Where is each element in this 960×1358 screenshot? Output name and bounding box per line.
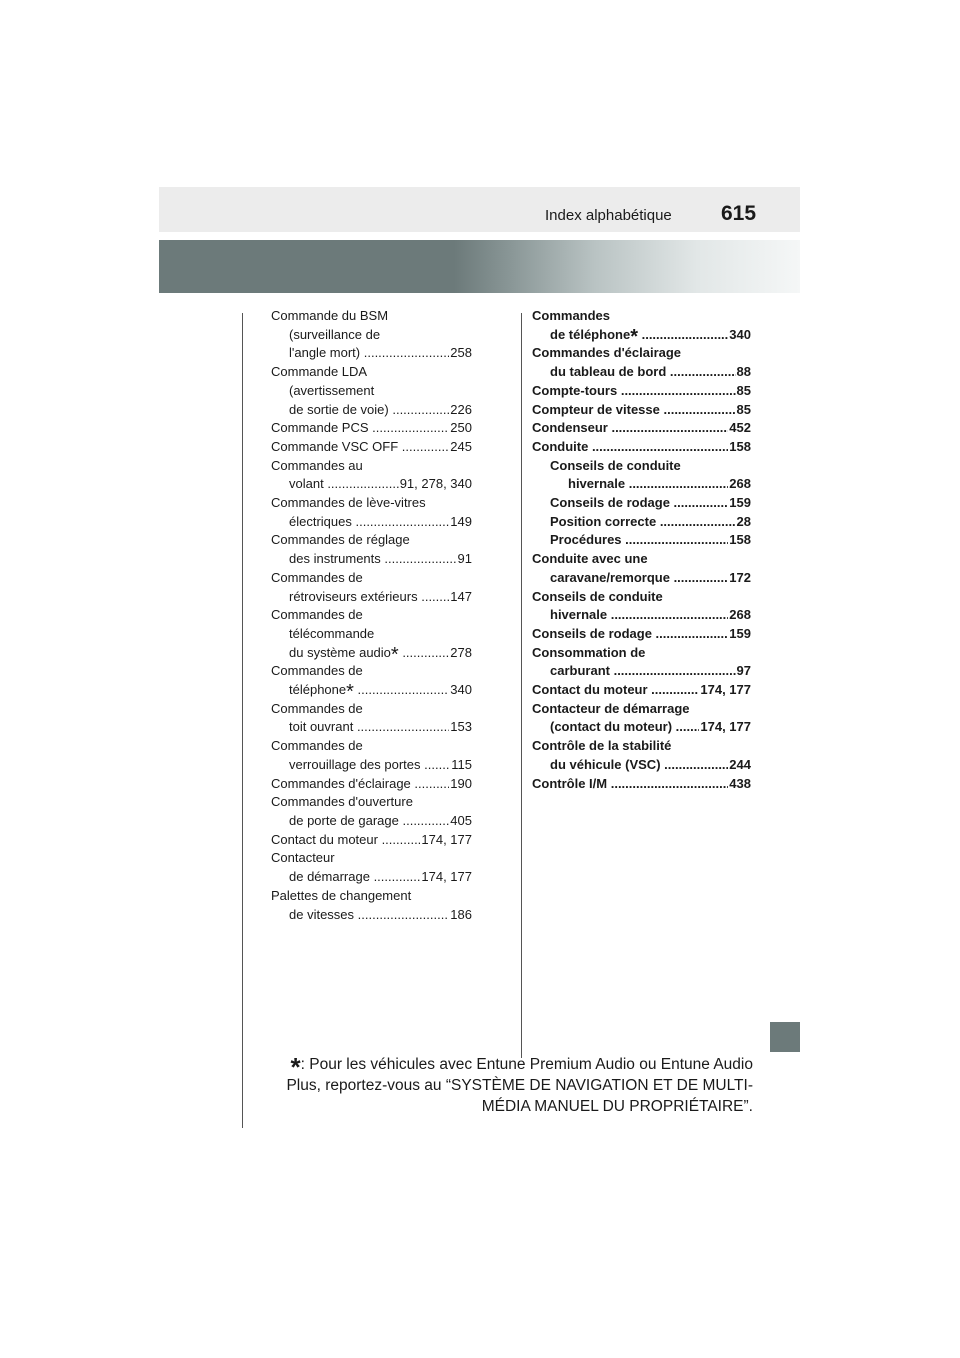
index-entry — [271, 793, 472, 830]
entry-label: verrouillage des portes — [289, 756, 421, 772]
entry-text — [271, 849, 472, 868]
index-entry — [532, 588, 751, 625]
entry-line — [532, 644, 751, 663]
entry-line — [271, 887, 472, 906]
page-reference: 340 — [729, 326, 751, 342]
entry-line — [550, 457, 751, 476]
entry-label: Commande LDA — [271, 364, 368, 380]
index-entry — [532, 419, 751, 438]
entry-label: Commandes de — [271, 700, 363, 716]
entry-label: hivernale — [550, 607, 608, 623]
page-reference: 174, 177 — [421, 831, 472, 847]
entry-label: hivernale — [568, 476, 626, 492]
index-entry — [532, 401, 751, 420]
entry-text — [532, 625, 728, 644]
entry-line — [532, 550, 751, 569]
entry-label: Consommation de — [532, 644, 646, 660]
entry-label: caravane/remorque — [550, 569, 670, 585]
page-reference: 153 — [450, 719, 472, 735]
entry-label: (contact du moteur) — [550, 719, 673, 735]
entry-line — [271, 475, 472, 494]
entry-label: Contacteur — [271, 850, 335, 866]
index-entry — [271, 531, 472, 568]
entry-line — [271, 793, 472, 812]
entry-label: Commandes de — [271, 607, 363, 623]
entry-label: télécommande — [289, 625, 375, 641]
index-entry — [271, 363, 472, 419]
entry-label: Commandes au — [271, 457, 363, 473]
entry-label: du système audio — [289, 644, 391, 660]
entry-line — [271, 812, 472, 831]
entry-label: Contrôle I/M — [532, 775, 608, 791]
thumb-index-tab — [770, 1022, 800, 1052]
entry-line — [271, 625, 472, 644]
entry-text — [550, 494, 728, 513]
entry-label: de porte de garage — [289, 812, 399, 828]
entry-text — [550, 606, 728, 625]
entry-text — [271, 737, 472, 756]
entry-text — [289, 681, 449, 700]
entry-text — [550, 531, 728, 550]
entry-label: Contacteur de démarrage — [532, 700, 690, 716]
index-entry — [532, 307, 751, 344]
entry-text — [532, 307, 751, 326]
index-entry — [532, 775, 751, 794]
page-reference: 268 — [729, 476, 751, 492]
entry-text — [289, 513, 449, 532]
entry-line — [271, 756, 472, 775]
entry-label: Commande du BSM — [271, 308, 389, 323]
header-bar — [159, 187, 800, 232]
entry-label: Commandes de — [271, 738, 363, 754]
entry-label: Commande PCS — [271, 420, 369, 436]
entry-line — [532, 606, 751, 625]
entry-line — [271, 344, 472, 363]
index-entry — [271, 737, 472, 774]
entry-text — [550, 662, 736, 681]
footnote-asterisk: * — [290, 1052, 301, 1082]
entry-text — [289, 625, 472, 644]
index-entry — [271, 569, 472, 606]
entry-line — [271, 906, 472, 925]
entry-label: (avertissement — [289, 382, 375, 398]
entry-text — [532, 401, 736, 420]
entry-line — [532, 419, 751, 438]
entry-line — [532, 326, 751, 345]
entry-text — [532, 700, 751, 719]
entry-line — [271, 457, 472, 476]
entry-text — [289, 812, 449, 831]
decorative-band — [159, 240, 800, 293]
entry-text — [289, 401, 449, 420]
entry-text — [289, 326, 472, 345]
entry-text — [532, 775, 728, 794]
page-reference: 452 — [729, 420, 751, 436]
entry-label: de démarrage — [289, 869, 370, 885]
entry-line — [532, 344, 751, 363]
entry-label: de vitesses — [289, 906, 355, 922]
page-reference: 97 — [736, 663, 751, 679]
entry-text — [271, 887, 472, 906]
entry-line — [271, 382, 472, 401]
entry-label: Commandes — [532, 308, 611, 323]
entry-line — [271, 326, 472, 345]
index-entry — [532, 644, 751, 681]
entry-label: du tableau de bord — [550, 364, 667, 380]
index-entry — [532, 344, 751, 381]
entry-line — [550, 513, 751, 532]
page-reference: 115 — [451, 756, 472, 772]
page-reference: 88 — [736, 364, 751, 380]
entry-label: de sortie de voie) — [289, 401, 389, 417]
page-reference: 28 — [736, 513, 751, 529]
entry-text — [289, 644, 449, 663]
index-entry — [532, 700, 751, 737]
page-reference: 174, 177 — [700, 719, 751, 735]
entry-line — [550, 531, 751, 550]
page-reference: 186 — [450, 906, 472, 922]
entry-line — [271, 700, 472, 719]
page-reference: 340 — [450, 682, 472, 698]
entry-line — [532, 718, 751, 737]
section-title: Index alphabétique — [545, 207, 672, 224]
index-entry — [271, 494, 472, 531]
entry-label: volant — [289, 476, 324, 492]
page-reference: 174, 177 — [421, 869, 472, 885]
entry-line — [532, 625, 751, 644]
index-entry — [271, 606, 472, 662]
entry-line — [271, 550, 472, 569]
entry-label: Commandes de — [271, 663, 363, 679]
page-number: 615 — [721, 202, 757, 225]
entry-text — [271, 775, 449, 794]
entry-text — [532, 588, 751, 607]
entry-line — [532, 569, 751, 588]
entry-text — [271, 363, 472, 382]
entry-text — [289, 382, 472, 401]
page-reference: 244 — [729, 756, 751, 772]
index-entry — [271, 700, 472, 737]
page-reference: 158 — [729, 438, 751, 454]
entry-text — [271, 831, 420, 850]
entry-line — [271, 401, 472, 420]
page-reference: 159 — [729, 625, 751, 641]
entry-text — [568, 475, 728, 494]
page-reference: 159 — [729, 495, 751, 511]
entry-line — [532, 363, 751, 382]
index-entry — [271, 887, 472, 924]
index-entry — [532, 438, 751, 457]
entry-label: électriques — [289, 513, 352, 529]
entry-line — [532, 401, 751, 420]
page-reference: 172 — [729, 569, 751, 585]
entry-label: Conseils de rodage — [532, 625, 652, 641]
page-reference: 250 — [450, 420, 472, 436]
page-reference: 147 — [450, 588, 472, 604]
page-reference: 190 — [450, 775, 472, 791]
index-entry — [271, 438, 472, 457]
entry-line — [271, 419, 472, 438]
entry-label: Compte-tours — [532, 382, 618, 398]
entry-line — [271, 737, 472, 756]
entry-label: Commandes d'ouverture — [271, 794, 413, 810]
entry-label: Compteur de vitesse — [532, 401, 660, 417]
entry-text — [271, 700, 472, 719]
entry-text — [289, 868, 420, 887]
entry-text — [271, 494, 472, 513]
page-reference: 258 — [450, 345, 472, 361]
page-reference: 174, 177 — [700, 682, 751, 698]
entry-line — [271, 569, 472, 588]
entry-line — [532, 382, 751, 401]
entry-text — [532, 438, 728, 457]
entry-line — [271, 718, 472, 737]
entry-text — [271, 662, 472, 681]
entry-label: Conseils de rodage — [550, 495, 670, 511]
entry-line — [271, 363, 472, 382]
page-reference: 268 — [729, 607, 751, 623]
entry-line — [271, 438, 472, 457]
entry-line — [532, 681, 751, 700]
index-entry — [271, 419, 472, 438]
entry-line — [271, 307, 472, 326]
entry-text — [289, 756, 450, 775]
entry-text — [271, 793, 472, 812]
entry-text — [271, 569, 472, 588]
page-reference: 438 — [729, 775, 751, 791]
entry-text — [550, 326, 728, 345]
entry-text — [271, 307, 472, 326]
page-reference: 245 — [450, 438, 472, 454]
entry-text — [271, 606, 472, 625]
entry-line — [532, 775, 751, 794]
entry-text — [550, 513, 736, 532]
entry-line — [532, 737, 751, 756]
entry-text — [271, 457, 472, 476]
index-column-left — [271, 307, 472, 924]
footnote-text: : Pour les véhicules avec Entune Premium Audio ou Entune Audio Plus, reportez-vous au “SYSTÈME DE NAVIGATION ET DE MULTI-MÉDIA MANUEL DU PROPRIÉTAIRE”. — [286, 1056, 753, 1115]
entry-label: Commandes d'éclairage — [271, 775, 411, 791]
footnote-marker: * — [390, 643, 399, 663]
entry-text — [532, 681, 699, 700]
entry-line — [271, 681, 472, 700]
entry-label: de téléphone — [550, 326, 631, 342]
entry-label: Commandes de lève-vitres — [271, 495, 426, 511]
entry-label: Conduite — [532, 438, 589, 454]
entry-label: Position correcte — [550, 513, 657, 529]
page-reference: 405 — [450, 812, 472, 828]
entry-text — [271, 438, 449, 457]
page-reference: 85 — [736, 401, 751, 417]
entry-label: Palettes de changement — [271, 887, 412, 903]
index-entry — [532, 382, 751, 401]
page-reference: 85 — [736, 382, 751, 398]
entry-line — [550, 475, 751, 494]
entry-line — [532, 438, 751, 457]
footnote — [285, 1054, 753, 1117]
entry-label: Conduite avec une — [532, 551, 648, 567]
entry-text — [532, 644, 751, 663]
entry-text — [271, 419, 449, 438]
index-subentry — [532, 513, 751, 532]
page-reference: 226 — [450, 401, 472, 417]
entry-text — [550, 363, 736, 382]
entry-label: Commandes de — [271, 569, 363, 585]
entry-line — [532, 700, 751, 719]
entry-label: Contact du moteur — [271, 831, 378, 847]
page-reference: 278 — [450, 644, 472, 660]
entry-text — [532, 550, 751, 569]
entry-label: Procédures — [550, 532, 622, 548]
entry-text — [532, 419, 728, 438]
entry-label: (surveillance de — [289, 326, 381, 342]
entry-label: toit ouvrant — [289, 719, 354, 735]
entry-text — [289, 718, 449, 737]
entry-line — [532, 307, 751, 326]
page-reference: 91 — [457, 551, 472, 567]
index-entry — [532, 550, 751, 587]
entry-line — [532, 756, 751, 775]
entry-line — [271, 849, 472, 868]
entry-text — [289, 906, 449, 925]
entry-line — [550, 494, 751, 513]
page-reference: 91, 278, 340 — [399, 476, 472, 492]
entry-line — [271, 868, 472, 887]
entry-label: Contrôle de la stabilité — [532, 738, 672, 754]
column-divider — [521, 313, 522, 1058]
entry-label: téléphone — [289, 682, 347, 698]
entry-text — [289, 588, 449, 607]
entry-line — [271, 606, 472, 625]
index-entry — [271, 849, 472, 886]
entry-line — [271, 775, 472, 794]
entry-line — [271, 831, 472, 850]
entry-line — [271, 531, 472, 550]
entry-label: carburant — [550, 663, 610, 679]
entry-text — [550, 718, 699, 737]
index-entry — [271, 307, 472, 363]
entry-text — [550, 569, 728, 588]
entry-text — [532, 382, 736, 401]
entry-text — [532, 344, 751, 363]
entry-line — [271, 588, 472, 607]
index-entry — [271, 457, 472, 494]
entry-label: Condenseur — [532, 420, 608, 436]
entry-label: Conseils de conduite — [550, 457, 681, 473]
index-entry — [271, 662, 472, 699]
index-subentry — [532, 457, 751, 494]
entry-label: l'angle mort) — [289, 345, 361, 361]
index-subentry — [532, 494, 751, 513]
entry-label: rétroviseurs extérieurs — [289, 588, 418, 604]
entry-text — [289, 475, 399, 494]
entry-label: du véhicule (VSC) — [550, 756, 661, 772]
page-reference: 158 — [729, 532, 751, 548]
entry-text — [550, 457, 751, 476]
index-entry — [532, 625, 751, 644]
entry-label: des instruments — [289, 551, 381, 567]
footnote-marker: * — [346, 681, 354, 700]
entry-line — [271, 513, 472, 532]
entry-text — [289, 550, 457, 569]
entry-text — [289, 344, 449, 363]
entry-label: Commandes d'éclairage — [532, 345, 682, 361]
page-reference: 149 — [450, 513, 472, 529]
entry-text — [532, 737, 751, 756]
index-entry — [532, 737, 751, 774]
margin-rule — [242, 313, 243, 1128]
entry-label: Commande VSC OFF — [271, 438, 399, 454]
entry-line — [271, 644, 472, 663]
index-column-right — [532, 307, 751, 793]
entry-label: Conseils de conduite — [532, 588, 663, 604]
entry-label: Commandes de réglage — [271, 532, 410, 548]
entry-label: Contact du moteur — [532, 682, 648, 698]
entry-text — [271, 531, 472, 550]
entry-line — [271, 662, 472, 681]
footnote-marker: * — [630, 325, 638, 345]
index-subentry — [532, 531, 751, 550]
entry-line — [532, 588, 751, 607]
index-entry — [271, 831, 472, 850]
entry-line — [271, 494, 472, 513]
index-entry — [271, 775, 472, 794]
entry-text — [550, 756, 728, 775]
entry-line — [532, 662, 751, 681]
index-entry — [532, 681, 751, 700]
